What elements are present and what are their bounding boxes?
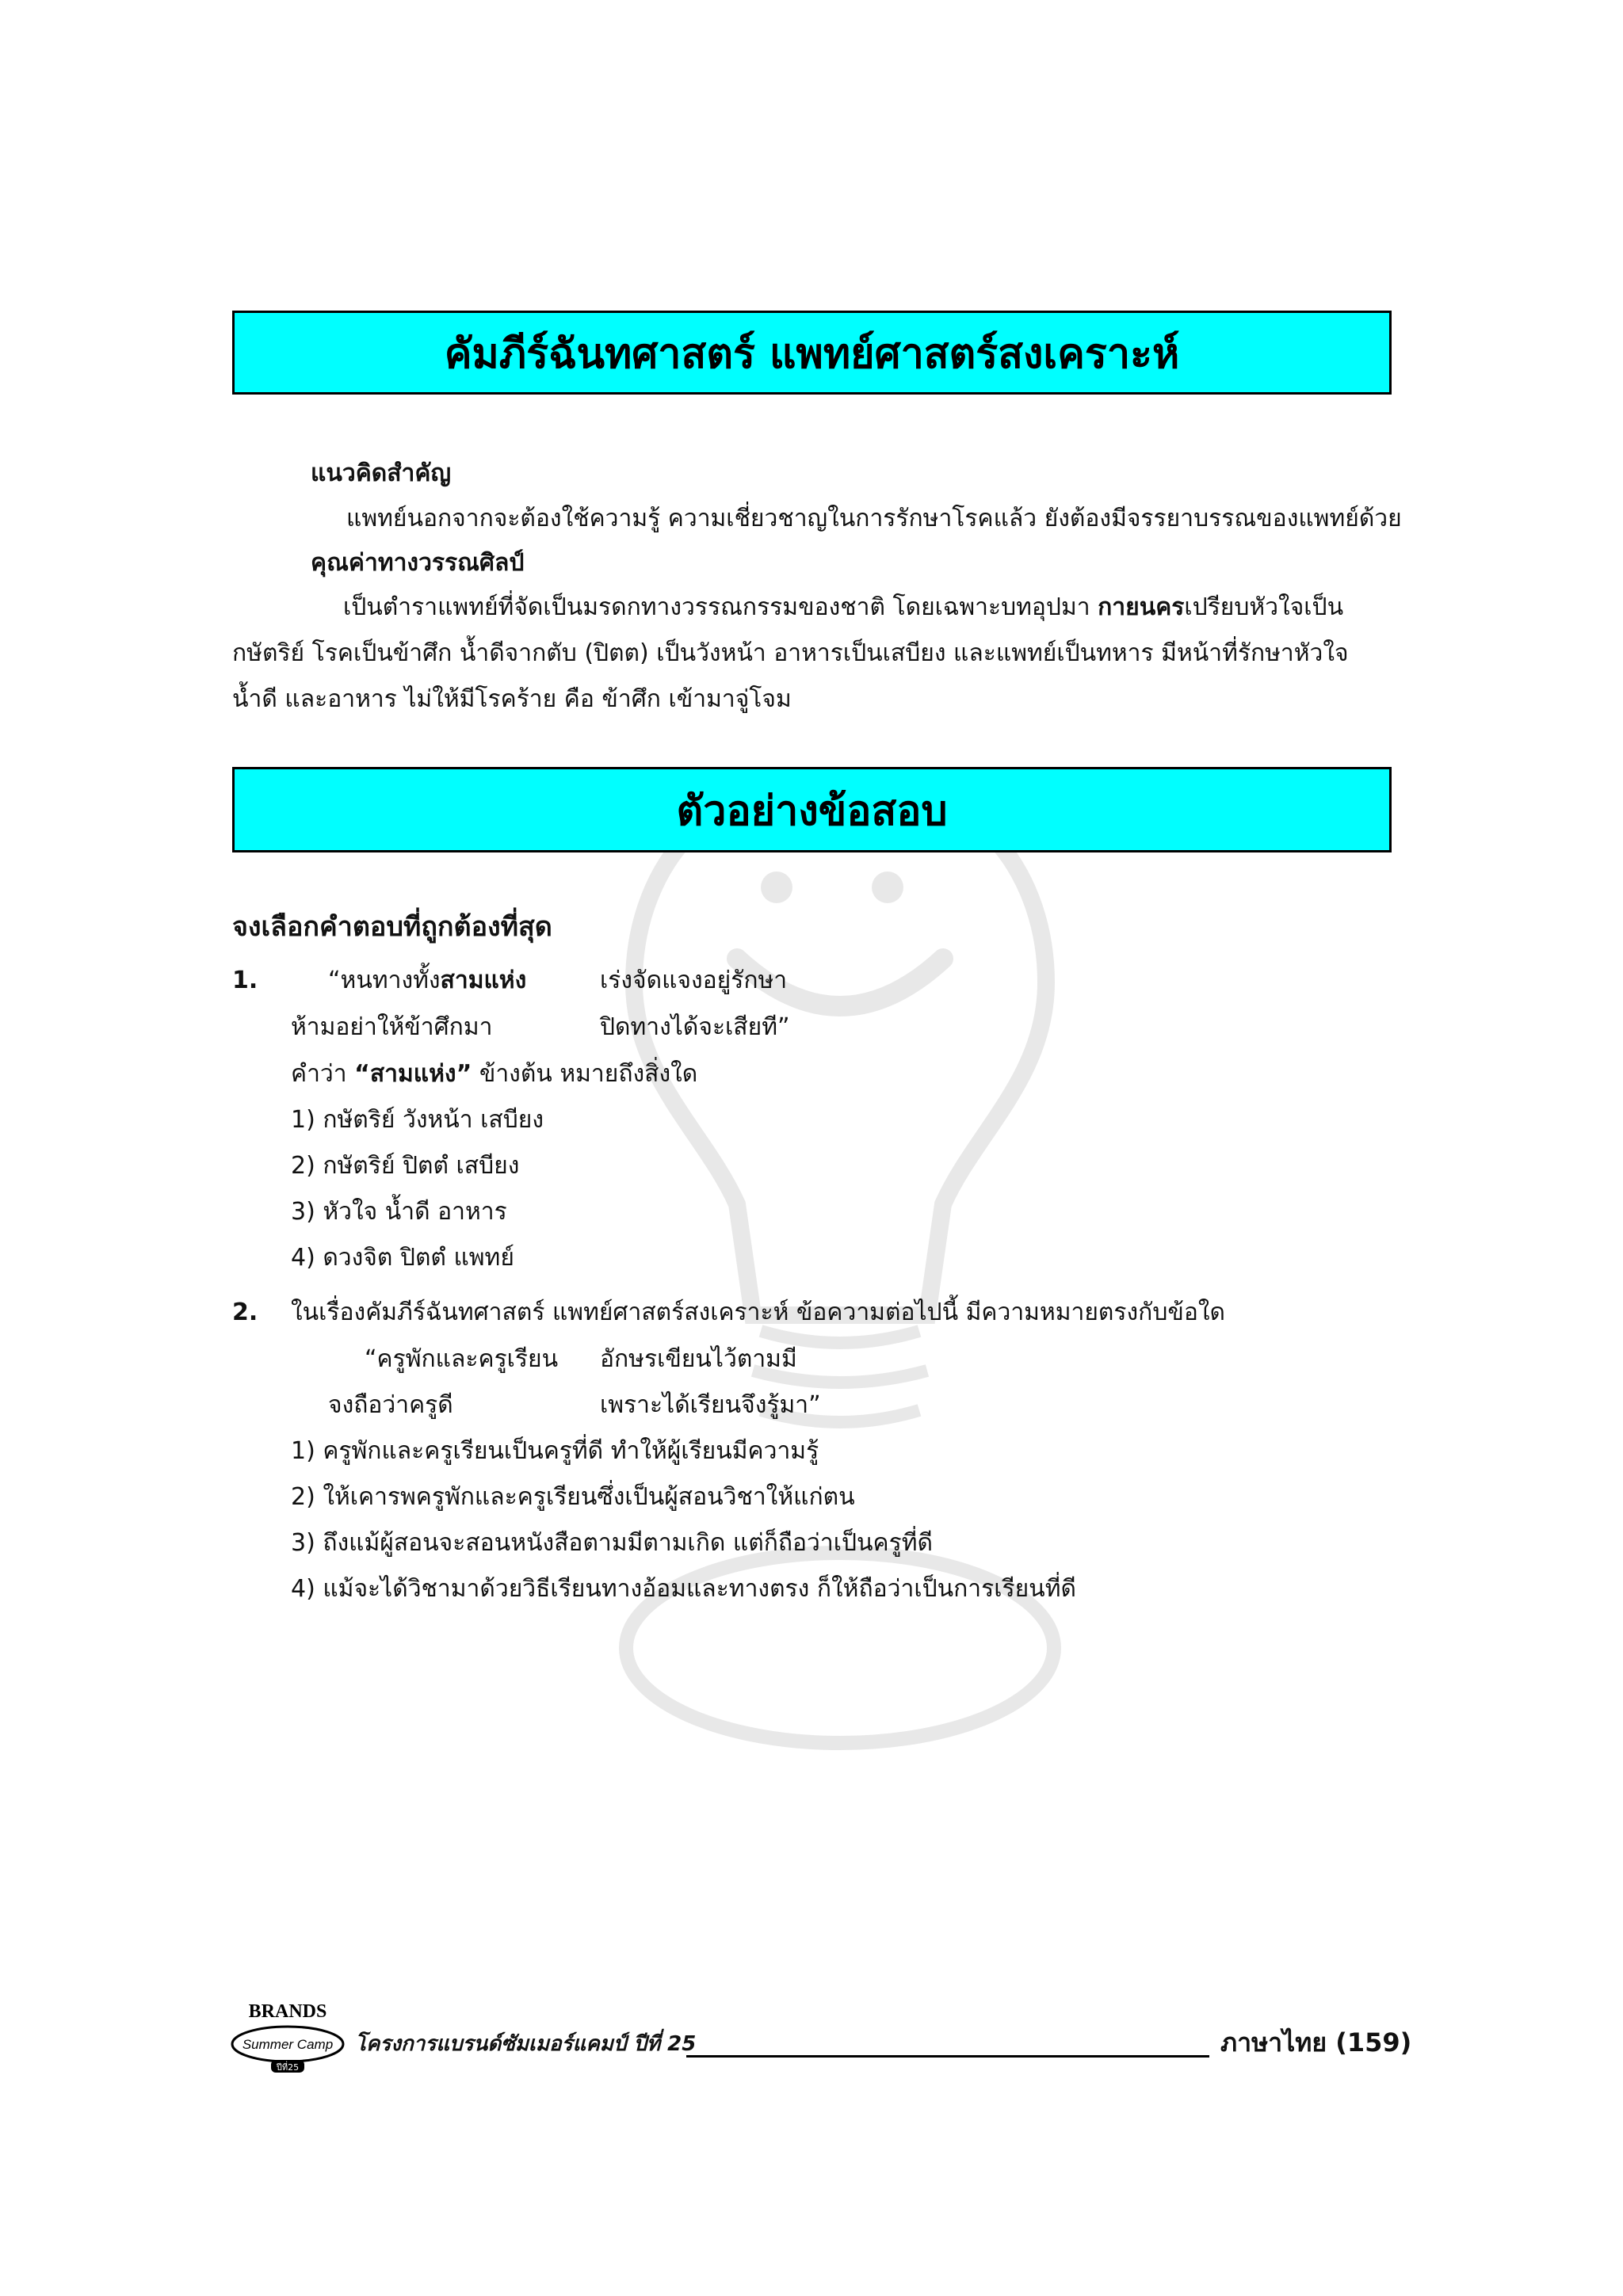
- q2-choice-2: 2) ให้เคารพครูพักและครูเรียนซึ่งเป็นผู้สอนวิชาให้แก่ตน: [291, 1483, 855, 1511]
- q2-verse2-a: จงถือว่าครูดี: [328, 1391, 453, 1419]
- footer-project: โครงการแบรนด์ซัมเมอร์แคมป์ ปีที่ 25: [355, 2032, 697, 2056]
- q2-choice-1: 1) ครูพักและครูเรียนเป็นครูที่ดี ทำให้ผู้เรียนมีความรู้: [291, 1437, 819, 1465]
- logo-year-text: ปีที่25: [276, 2062, 300, 2073]
- q1-verse1-a: “หนทางทั้งสามแห่ง: [328, 967, 527, 994]
- q1-verse2-a: ห้ามอย่าให้ข้าศึกมา: [291, 1013, 493, 1041]
- q2-number: 2.: [232, 1299, 258, 1326]
- q1-verse2-b: ปิดทางได้จะเสียที”: [600, 1013, 790, 1041]
- q2-choice-3: 3) ถึงแม้ผู้สอนจะสอนหนังสือตามมีตามเกิด แต่ก็ถือว่าเป็นครูที่ดี: [291, 1529, 933, 1557]
- q2-verse1-a: “ครูพักและครูเรียน: [365, 1345, 559, 1373]
- q2-verse2-b: เพราะได้เรียนจึงรู้มา”: [600, 1391, 821, 1419]
- value-text-bold: กายนคร: [1098, 593, 1185, 621]
- value-paragraph: [232, 585, 1392, 723]
- q1-choice-2: 2) กษัตริย์ ปิตตํ เสบียง: [291, 1152, 520, 1180]
- concept-heading: แนวคิดสำคัญ: [311, 460, 452, 487]
- section-title-bar: คัมภีร์ฉันทศาสตร์ แพทย์ศาสตร์สงเคราะห์: [232, 311, 1392, 395]
- brands-summer-camp-logo: [228, 1997, 347, 2076]
- concept-text: แพทย์นอกจากจะต้องใช้ความรู้ ความเชี่ยวชาญในการรักษาโรคแล้ว ยังต้องมีจรรยาบรรณของแพทย์ด้วย: [346, 505, 1402, 532]
- instruction: จงเลือกคำตอบที่ถูกต้องที่สุด: [232, 911, 552, 943]
- footer-subject-page: ภาษาไทย (159): [1220, 2027, 1412, 2058]
- q2-stem: ในเรื่องคัมภีร์ฉันทศาสตร์ แพทย์ศาสตร์สงเคราะห์ ข้อความต่อไปนี้ มีความหมายตรงกับข้อใด: [291, 1299, 1226, 1326]
- exam-title-bar: ตัวอย่างข้อสอบ: [232, 767, 1392, 852]
- q1-choice-3: 3) หัวใจ น้ำดี อาหาร: [291, 1198, 507, 1226]
- lightbulb-watermark: [618, 761, 1062, 1791]
- value-text-after: เปรียบหัวใจเป็นกษัตริย์ โรคเป็นข้าศึก น้ำดีจากตับ (ปิตต) เป็นวังหน้า อาหารเป็นเสบียง และแพทย์เป็นทหาร มีหน้าที่รักษาหัวใจ น้ำดี และอาหาร ไม่ให้มีโรคร้าย คือ ข้าศึก เข้ามาจู่โจม: [232, 593, 1349, 713]
- q1-choice-1: 1) กษัตริย์ วังหน้า เสบียง: [291, 1106, 544, 1134]
- logo-brand-text: BRANDS: [248, 2001, 327, 2022]
- value-text-before: เป็นตำราแพทย์ที่จัดเป็นมรดกทางวรรณกรรมของชาติ โดยเฉพาะบทอุปมา: [343, 593, 1098, 621]
- q2-verse1-b: อักษรเขียนไว้ตามมี: [600, 1345, 797, 1373]
- q2-choice-4: 4) แม้จะได้วิชามาด้วยวิธีเรียนทางอ้อมและทางตรง ก็ให้ถือว่าเป็นการเรียนที่ดี: [291, 1575, 1076, 1603]
- value-heading: คุณค่าทางวรรณศิลป์: [311, 549, 525, 577]
- logo-sub-text: Summer Camp: [242, 2037, 334, 2052]
- q1-verse1-b: เร่งจัดแจงอยู่รักษา: [600, 967, 788, 994]
- footer-rule: [686, 2055, 1209, 2058]
- q1-stem: คำว่า “สามแห่ง” ข้างต้น หมายถึงสิ่งใด: [291, 1060, 698, 1088]
- q1-number: 1.: [232, 967, 258, 994]
- q1-choice-4: 4) ดวงจิต ปิตตํ แพทย์: [291, 1244, 514, 1272]
